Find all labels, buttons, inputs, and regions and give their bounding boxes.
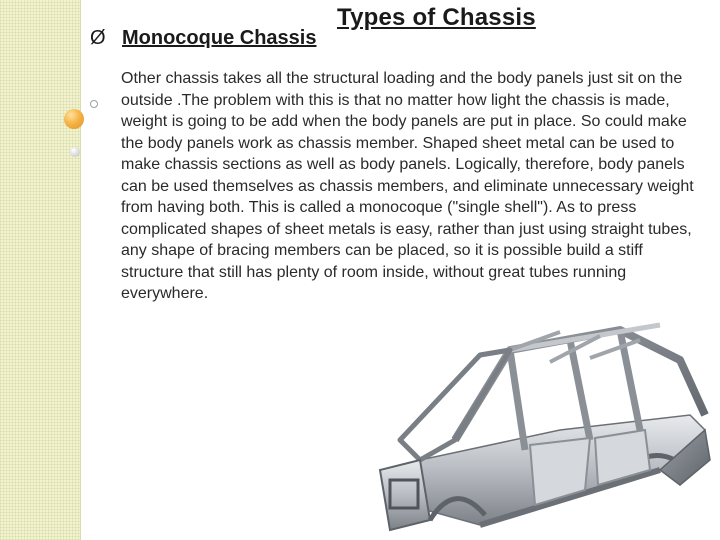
monocoque-car-frame-image xyxy=(360,320,720,540)
body-paragraph: Other chassis takes all the structural loading and the body panels just sit on the outside .The problem with this is that no matter how light the chassis is made, weight is going to be add when the body panels are put in place. So could make the body panels work as chassis member. Shaped sheet metal can be used to make chassis sections as well as body panels. Logically, therefore, body panels can be used themselves as chassis members, and eliminate unnecessary weight from having both. This is called a monocoque ("single shell"). As to press complicated shapes of sheet metals is easy, rather than just using straight tubes, any shape of bracing members can be placed, so it is possible build a stiff structure that still has plenty of room inside, without great tubes running everywhere. xyxy=(121,70,694,302)
small-circle-icon xyxy=(90,100,98,108)
decorative-side-strip xyxy=(0,0,80,540)
side-strip-border xyxy=(80,0,81,540)
slide-title: Types of Chassis xyxy=(337,4,536,31)
section-heading: Monocoque Chassis xyxy=(122,27,317,49)
bullet-arrow-icon: Ø xyxy=(90,27,106,49)
orange-circle-icon xyxy=(64,109,84,129)
grey-circle-icon xyxy=(70,147,80,157)
